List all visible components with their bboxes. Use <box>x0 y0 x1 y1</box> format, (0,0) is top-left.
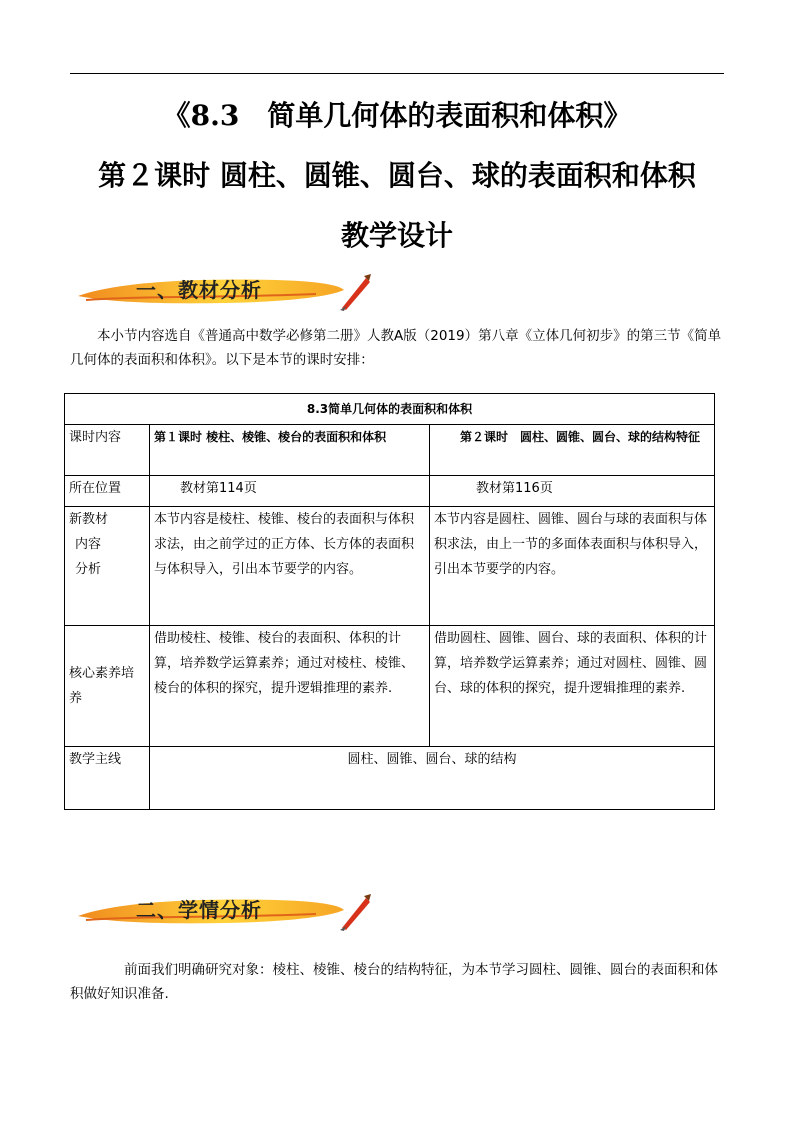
row-label-line: 新教材 <box>69 512 109 527</box>
mainline-cell: 圆柱、圆锥、圆台、球的结构 <box>150 747 715 810</box>
location-2-cell: 教材第116页 <box>430 476 715 507</box>
section-heading: 一、教材分析 <box>136 278 262 302</box>
content-2-cell: 本节内容是圆柱、圆锥、圆台与球的表面积与体积求法，由上一节的多面体表面积与体积导入，引出本节要学的内容。 <box>430 507 715 626</box>
lesson-1-cell: 第１课时 棱柱、棱锥、棱台的表面积和体积 <box>150 425 430 476</box>
table-row <box>65 476 715 507</box>
quill-pen-icon <box>338 272 372 312</box>
row-label-content <box>65 507 150 626</box>
table-row <box>65 394 715 425</box>
doc-subtitle: 第２课时 圆柱、圆锥、圆台、球的表面积和体积 <box>98 159 696 192</box>
table-row <box>65 507 715 626</box>
table-row <box>65 425 715 476</box>
row-label-line: 分析 <box>75 562 102 577</box>
header-rule <box>70 73 724 74</box>
row-label-line: 内容 <box>75 537 102 552</box>
doc-type: 教学设计 <box>340 219 453 252</box>
literacy-1-cell: 借助棱柱、棱锥、棱台的表面积、体积的计算，培养数学运算素养；通过对棱柱、棱锥、棱台的体积的探究，提升逻辑推理的素养. <box>150 626 430 747</box>
row-label: 教学主线 <box>65 747 150 810</box>
lesson-2-cell: 第２课时 圆柱、圆锥、圆台、球的结构特征 <box>430 425 715 476</box>
literacy-2-cell: 借助圆柱、圆锥、圆台、球的表面积、体积的计算，培养数学运算素养；通过对圆柱、圆锥、圆台、球的体积的探究，提升逻辑推理的素养. <box>430 626 715 747</box>
table-row <box>65 626 715 747</box>
intro-paragraph: 本小节内容选自《普通高中数学必修第二册》人教A版（2019）第八章《立体几何初步》的第三节《简单几何体的表面积和体积》。以下是本节的课时安排： <box>70 328 722 368</box>
content-1-cell: 本节内容是棱柱、棱锥、棱台的表面积与体积求法，由之前学过的正方体、长方体的表面积与体积导入，引出本节要学的内容。 <box>150 507 430 626</box>
table-row <box>65 747 715 810</box>
student-analysis-paragraph: 前面我们明确研究对象：棱柱、棱锥、棱台的结构特征，为本节学习圆柱、圆锥、圆台的表面积和体积做好知识准备. <box>70 962 718 1002</box>
section-heading: 二、学情分析 <box>136 898 262 922</box>
table-caption: 8.3简单几何体的表面积和体积 <box>65 394 715 425</box>
row-label: 核心素养培养 <box>65 626 150 747</box>
quill-pen-icon <box>338 892 372 932</box>
lesson-plan-table <box>64 393 715 810</box>
doc-title: 《8.3 简单几何体的表面积和体积》 <box>162 99 632 132</box>
location-1-cell: 教材第114页 <box>150 476 430 507</box>
row-label: 课时内容 <box>65 425 150 476</box>
row-label: 所在位置 <box>65 476 150 507</box>
section-banner-textbook-analysis <box>76 272 368 316</box>
section-banner-student-analysis <box>76 892 368 936</box>
